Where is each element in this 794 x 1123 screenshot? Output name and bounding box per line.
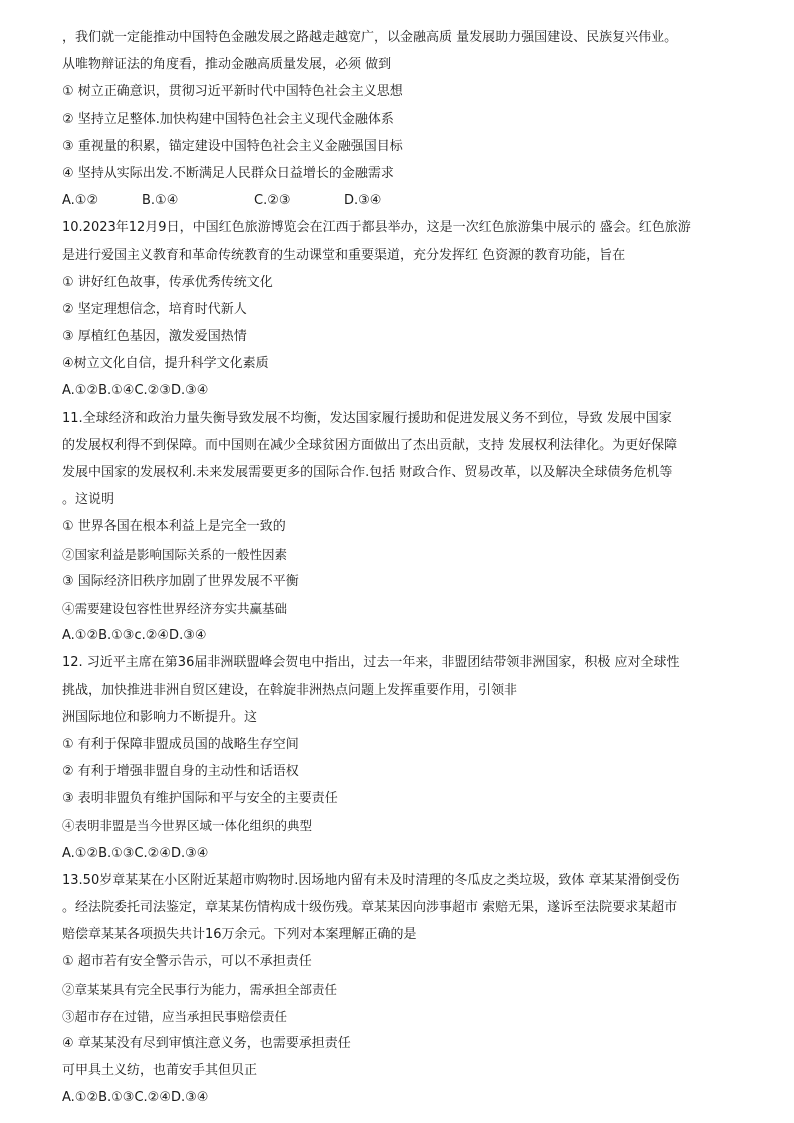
- q13-option-1: ① 超市若有安全警示告示，可以不承担责任: [62, 954, 312, 970]
- document-page: [62, 24, 742, 1112]
- q11-stem-line-4: 。这说明: [62, 492, 115, 508]
- q10-option-3: ③ 厚植红色基因，激发爱国热情: [62, 329, 247, 345]
- q9-choice-d: D.③④: [344, 193, 382, 209]
- q9-choice-b: B.①④: [142, 193, 179, 209]
- q11-option-2: ②国家利益是影响国际关系的一般性因素: [62, 546, 288, 562]
- q11-option-4: ④需要建设包容性世界经济夯实共赢基础: [62, 600, 288, 616]
- q12-stem-line-1: 12. 习近平主席在第36届非洲联盟峰会贺电中指出，过去一年来，非盟团结带领非洲国家，积极 应对全球性: [62, 655, 680, 671]
- q9-option-1: ① 树立正确意识，贯彻习近平新时代中国特色社会主义思想: [62, 84, 403, 100]
- q11-option-3: ③ 国际经济旧秩序加剧了世界发展不平衡: [62, 573, 299, 589]
- q11-option-1: ① 世界各国在根本利益上是完全一致的: [62, 519, 286, 535]
- q11-answer-choices: A.①②B.①③c.②④D.③④: [62, 628, 207, 644]
- q10-stem-line-1: 10.2023年12月9日，中国红色旅游博览会在江西于都县举办，这是一次红色旅游集中展示的 盛会。红色旅游: [62, 220, 691, 236]
- q12-option-4: ④表明非盟是当今世界区域一体化组织的典型: [62, 818, 313, 834]
- q10-stem-line-2: 是进行爱国主义教育和革命传统教育的生动课堂和重要渠道，充分发挥红 色资源的教育功能，旨在: [62, 247, 626, 263]
- q13-option-2: ②章某某具有完全民事行为能力，需承担全部责任: [62, 981, 338, 997]
- q10-option-4: ④树立文化自信，提升科学文化素质: [62, 356, 269, 372]
- q12-option-1: ① 有利于保障非盟成员国的战略生存空间: [62, 736, 299, 752]
- q9-option-4: ④ 坚持从实际出发.不断满足人民群众日益增长的金融需求: [62, 165, 394, 181]
- q12-option-3: ③ 表明非盟负有维护国际和平与安全的主要责任: [62, 791, 338, 807]
- q10-option-1: ① 讲好红色故事，传承优秀传统文化: [62, 274, 273, 290]
- q13-option-4: ④ 章某某没有尽到审慎注意义务，也需要承担责任: [62, 1035, 351, 1051]
- q10-answer-choices: A.①②B.①④C.②③D.③④: [62, 383, 209, 399]
- q9-choice-c: C.②③: [254, 193, 291, 209]
- q9-stem-line-2: 从唯物辩证法的角度看，推动金融高质量发展，必须 做到: [62, 57, 392, 73]
- q12-stem-line-2: 挑战，加快推进非洲自贸区建设，在斡旋非洲热点问题上发挥重要作用，引领非: [62, 682, 518, 698]
- q11-stem-line-1: 11.全球经济和政治力量失衡导致发展不均衡，发达国家履行援助和促进发展义务不到位，导致 发展中国家: [62, 410, 672, 426]
- q10-option-2: ② 坚定理想信念，培育时代新人: [62, 301, 247, 317]
- q11-stem-line-3: 发展中国家的发展权利.未来发展需要更多的国际合作.包括 财政合作、贸易改革，以及解决全球债务危机等: [62, 465, 673, 480]
- q13-option-3: ③超市存在过错，应当承担民事赔偿责任: [62, 1008, 288, 1024]
- q9-answer-choices: [62, 187, 742, 214]
- q13-garbled-line: 可甲具土义纺，也莆安手其但贝正: [62, 1063, 258, 1079]
- q13-stem-line-3: 赔偿章某某各项损失共计16万余元。下列对本案理解正确的是: [62, 927, 417, 943]
- q13-answer-choices: A.①②B.①③C.②④D.③④: [62, 1090, 209, 1106]
- q9-choice-a: A.①②: [62, 193, 99, 209]
- q9-option-3: ③ 重视量的积累，锚定建设中国特色社会主义金融强国目标: [62, 138, 403, 154]
- q13-stem-line-1: 13.50岁章某某在小区附近某超市购物时.因场地内留有未及时清理的冬瓜皮之类垃圾，致体 章某某滑倒受伤: [62, 872, 680, 888]
- q13-stem-line-2: 。经法院委托司法鉴定，章某某伤情构成十级伤残。章某某因向涉事超市 索赔无果，遂诉至法院要求某超市: [62, 900, 678, 915]
- q9-option-2: ② 坚持立足整体.加快构建中国特色社会主义现代金融体系: [62, 111, 394, 127]
- q12-stem-line-3: 洲国际地位和影响力不断提升。这: [62, 709, 258, 725]
- q12-answer-choices: A.①②B.①③C.②④D.③④: [62, 845, 209, 861]
- q11-stem-line-2: 的发展权利得不到保障。而中国则在减少全球贫困方面做出了杰出贡献，支持 发展权利法律化。为更好保障: [62, 437, 678, 453]
- q12-option-2: ② 有利于增强非盟自身的主动性和话语权: [62, 764, 299, 780]
- q9-stem-line-1: ，我们就一定能推动中国特色金融发展之路越走越宽广，以金融高质 量发展助力强国建设、民族复兴伟业。: [62, 30, 678, 45]
